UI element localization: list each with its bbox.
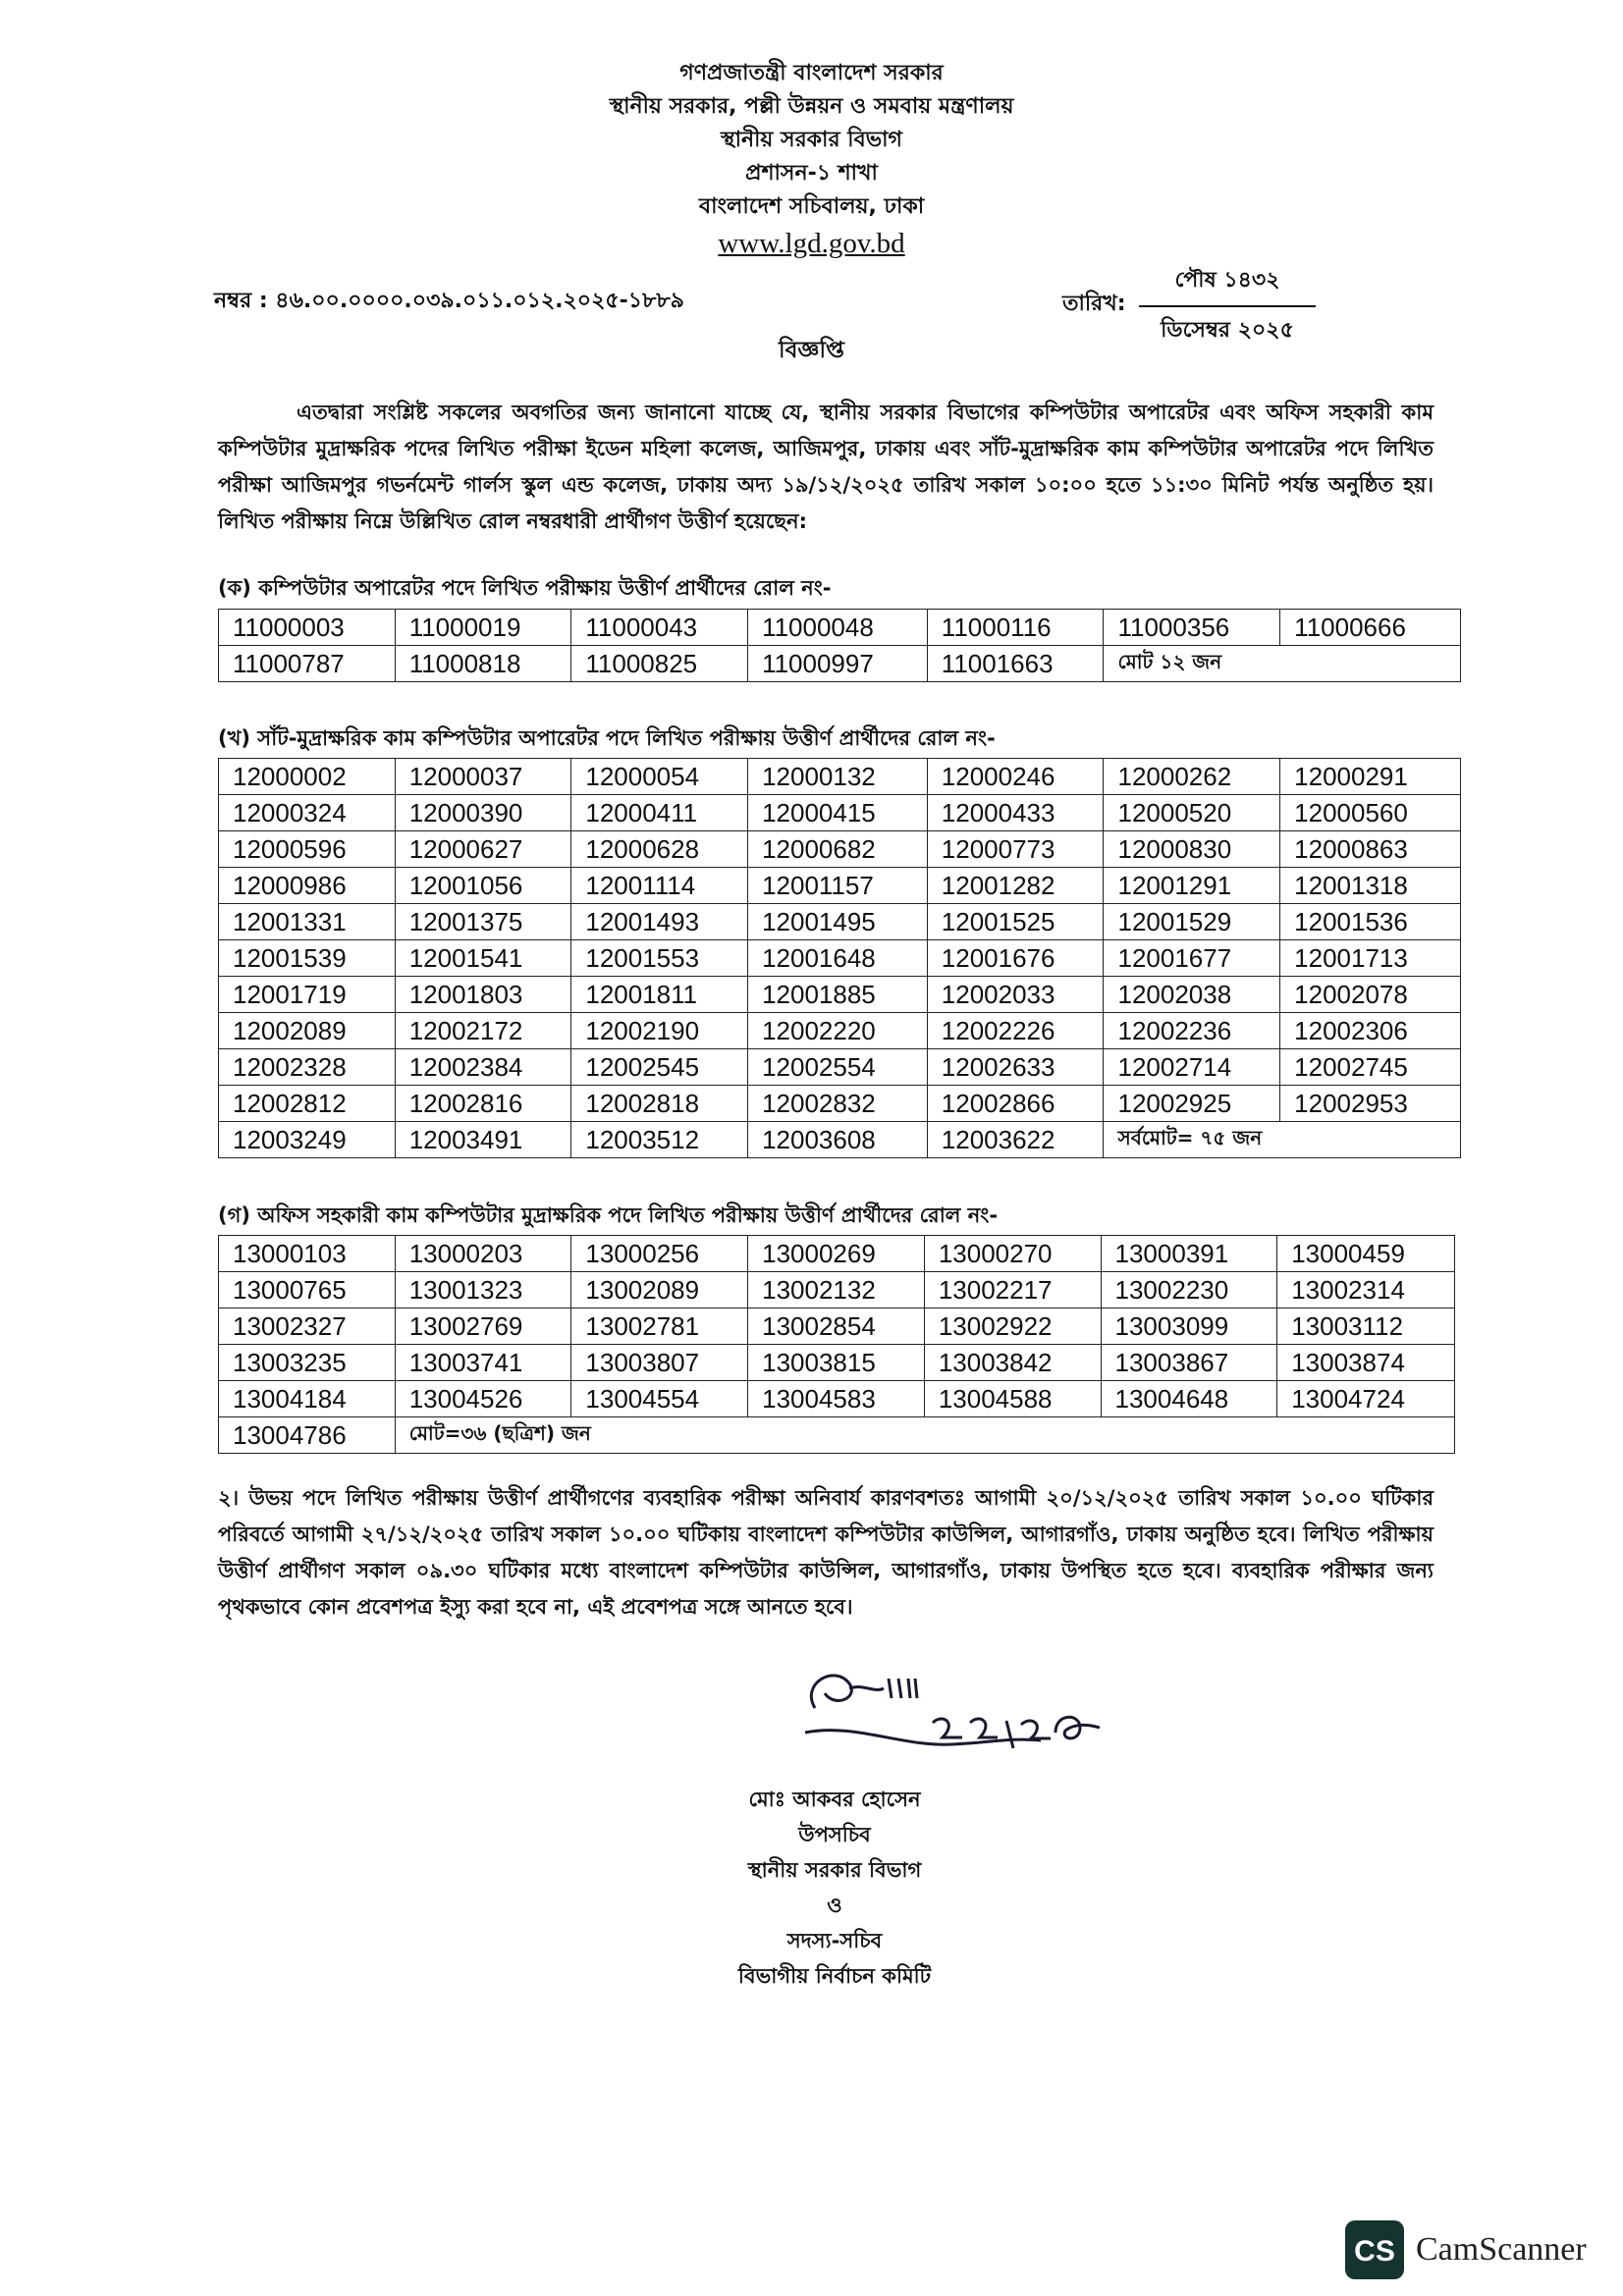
table-row	[219, 1236, 1455, 1272]
roll-table-computer-operator	[218, 609, 1461, 682]
date-english: ডিসেম্বর ২০২৫	[1161, 318, 1294, 343]
roll-number-cell: 12001318	[1280, 868, 1461, 904]
roll-number-cell: 13004554	[571, 1381, 748, 1417]
roll-number-cell: 12001539	[219, 940, 396, 977]
roll-number-cell: 11000003	[219, 610, 396, 646]
table-row	[219, 610, 1461, 646]
roll-number-cell: 13004786	[219, 1417, 396, 1454]
roll-number-cell: 12002190	[571, 1013, 748, 1049]
table-row	[219, 759, 1461, 795]
roll-number-cell: 12001648	[748, 940, 928, 977]
roll-number-cell: 12002226	[927, 1013, 1104, 1049]
roll-number-cell: 12000132	[748, 759, 928, 795]
roll-number-cell: 13003842	[924, 1345, 1101, 1381]
roll-number-cell: 13004588	[924, 1381, 1101, 1417]
roll-number-cell: 12000037	[395, 759, 571, 795]
roll-number-cell: 11000825	[571, 646, 748, 682]
website-link[interactable]: www.lgd.gov.bd	[718, 228, 905, 259]
roll-number-cell: 12000628	[571, 831, 748, 868]
roll-number-cell: 12000520	[1104, 795, 1280, 831]
roll-number-cell: 13000270	[924, 1236, 1101, 1272]
notice-title: বিজ্ঞপ্তি	[779, 338, 844, 363]
table-row	[219, 1308, 1455, 1345]
roll-number-cell: 12002172	[395, 1013, 571, 1049]
table-row	[219, 1345, 1455, 1381]
roll-number-cell: 13002132	[748, 1272, 925, 1308]
roll-number-cell: 12001676	[927, 940, 1104, 977]
roll-number-cell: 12001056	[395, 868, 571, 904]
roll-number-cell: 13003099	[1101, 1308, 1277, 1345]
letterhead-government: গণপ্রজাতন্ত্রী বাংলাদেশ সরকার	[679, 61, 944, 85]
roll-number-cell: 12000415	[748, 795, 928, 831]
roll-number-cell: 12001157	[748, 868, 928, 904]
roll-number-cell: 12000773	[927, 831, 1104, 868]
roll-number-cell: 12002038	[1104, 977, 1280, 1013]
intro-paragraph: এতদ্বারা সংশ্লিষ্ট সকলের অবগতির জন্য জানানো যাচ্ছে যে, স্থানীয় সরকার বিভাগের কম্পিউটার অপারেটর এবং অফিস সহকারী কাম কম্পিউটার মুদ্রাক্ষরিক পদের লিখিত পরীক্ষা ইডেন মহিলা কলেজ, আজিমপুর, ঢাকায় এবং সাঁট-মুদ্রাক্ষরিক কাম কম্পিউটার অপারেটর পদে লিখিত পরীক্ষা আজিমপুর গভর্নমেন্ট গার্লস স্কুল এন্ড কলেজ, ঢাকায় অদ্য ১৯/১২/২০২৫ তারিখ সকাল ১০:০০ হতে ১১:৩০ মিনিট পর্যন্ত অনুষ্ঠিত হয়। লিখিত পরীক্ষায় নিম্নে উল্লিখিত রোল নম্বরধারী প্রার্থীগণ উত্তীর্ণ হয়েছেন:	[218, 400, 1434, 533]
roll-number-cell: 12000262	[1104, 759, 1280, 795]
roll-number-cell: 12002816	[395, 1086, 571, 1122]
roll-number-cell: 12002328	[219, 1049, 396, 1086]
roll-number-cell: 12001553	[571, 940, 748, 977]
roll-number-cell: 12003622	[927, 1122, 1104, 1158]
roll-number-cell: 12000830	[1104, 831, 1280, 868]
roll-number-cell: 12000986	[219, 868, 396, 904]
roll-number-cell: 12001885	[748, 977, 928, 1013]
roll-number-cell: 12001536	[1280, 904, 1461, 940]
roll-number-cell: 12003608	[748, 1122, 928, 1158]
roll-number-cell: 12002554	[748, 1049, 928, 1086]
table-row	[219, 1381, 1455, 1417]
roll-number-cell: 12002545	[571, 1049, 748, 1086]
roll-number-cell: 12001803	[395, 977, 571, 1013]
roll-number-cell: 12000596	[219, 831, 396, 868]
roll-number-cell: 13002327	[219, 1308, 396, 1345]
signer-designation: উপসচিব	[798, 1823, 871, 1846]
roll-number-cell: 12002089	[219, 1013, 396, 1049]
roll-number-cell: 13000103	[219, 1236, 396, 1272]
roll-number-cell: 11000043	[571, 610, 748, 646]
roll-number-cell: 12003512	[571, 1122, 748, 1158]
letterhead-ministry: স্থানীয় সরকার, পল্লী উন্নয়ন ও সমবায় মন্ত্রণালয়	[609, 94, 1014, 119]
table-row	[219, 1013, 1461, 1049]
roll-number-cell: 12001811	[571, 977, 748, 1013]
section-ka-heading: (ক) কম্পিউটার অপারেটর পদে লিখিত পরীক্ষায় উত্তীর্ণ প্রার্থীদের রোল নং-	[218, 576, 832, 600]
roll-number-cell: 12002866	[927, 1086, 1104, 1122]
table-row	[219, 1272, 1455, 1308]
roll-number-cell: 12001677	[1104, 940, 1280, 977]
roll-table-stenographer	[218, 758, 1461, 1158]
camscanner-logo-icon	[1345, 2220, 1404, 2279]
roll-number-cell: 12000411	[571, 795, 748, 831]
memo-number: নম্বর : ৪৬.০০.০০০০.০৩৯.০১১.০১২.২০২৫-১৮৮৯	[214, 289, 684, 313]
table-row	[219, 1417, 1455, 1454]
table-row	[219, 977, 1461, 1013]
roll-number-cell: 12002220	[748, 1013, 928, 1049]
signer-conjunction: ও	[827, 1894, 842, 1917]
roll-number-cell: 13003815	[748, 1345, 925, 1381]
camscanner-watermark	[1345, 2220, 1587, 2279]
date-label: তারিখ:	[1062, 292, 1126, 316]
roll-number-cell: 12001713	[1280, 940, 1461, 977]
table-row	[219, 646, 1461, 682]
roll-number-cell: 12001375	[395, 904, 571, 940]
table-row	[219, 1086, 1461, 1122]
roll-number-cell: 12001541	[395, 940, 571, 977]
roll-number-cell: 12002236	[1104, 1013, 1280, 1049]
camscanner-brand: CamScanner	[1416, 2231, 1587, 2268]
roll-number-cell: 12002033	[927, 977, 1104, 1013]
roll-number-cell: 12001719	[219, 977, 396, 1013]
letterhead-address: বাংলাদেশ সচিবালয়, ঢাকা	[698, 194, 925, 219]
roll-number-cell: 12002953	[1280, 1086, 1461, 1122]
roll-number-cell: 12000390	[395, 795, 571, 831]
roll-number-cell: 12001282	[927, 868, 1104, 904]
table-row	[219, 1049, 1461, 1086]
roll-table-office-assistant	[218, 1235, 1455, 1454]
roll-number-cell: 11000997	[748, 646, 928, 682]
roll-number-cell: 12002078	[1280, 977, 1461, 1013]
roll-number-cell: 13002314	[1277, 1272, 1455, 1308]
signature-image	[795, 1654, 1227, 1791]
roll-number-cell: 13000459	[1277, 1236, 1455, 1272]
roll-number-cell: 12002384	[395, 1049, 571, 1086]
roll-number-cell: 13000203	[395, 1236, 571, 1272]
section-ga-heading: (গ) অফিস সহকারী কাম কম্পিউটার মুদ্রাক্ষরিক পদে লিখিত পরীক্ষায় উত্তীর্ণ প্রার্থীদের রোল নং-	[218, 1203, 999, 1227]
roll-number-cell: 13002854	[748, 1308, 925, 1345]
roll-number-cell: 12003249	[219, 1122, 396, 1158]
roll-number-cell: 13003741	[395, 1345, 571, 1381]
roll-number-cell: 12000291	[1280, 759, 1461, 795]
roll-number-cell: 13004184	[219, 1381, 396, 1417]
roll-number-cell: 12003491	[395, 1122, 571, 1158]
roll-number-cell: 12001493	[571, 904, 748, 940]
roll-number-cell: 12000002	[219, 759, 396, 795]
roll-number-cell: 13000256	[571, 1236, 748, 1272]
letterhead	[0, 57, 1623, 263]
total-count-cell: মোট ১২ জন	[1104, 646, 1461, 682]
roll-number-cell: 11000356	[1104, 610, 1280, 646]
roll-number-cell: 13002230	[1101, 1272, 1277, 1308]
roll-number-cell: 12002745	[1280, 1049, 1461, 1086]
roll-number-cell: 12000627	[395, 831, 571, 868]
roll-number-cell: 12002818	[571, 1086, 748, 1122]
roll-number-cell: 12002812	[219, 1086, 396, 1122]
roll-number-cell: 12000246	[927, 759, 1104, 795]
roll-number-cell: 11000666	[1280, 610, 1461, 646]
roll-number-cell: 11000019	[395, 610, 571, 646]
table-row	[219, 831, 1461, 868]
roll-number-cell: 12002306	[1280, 1013, 1461, 1049]
roll-number-cell: 12002714	[1104, 1049, 1280, 1086]
roll-number-cell: 12000560	[1280, 795, 1461, 831]
roll-number-cell: 11000787	[219, 646, 396, 682]
roll-number-cell: 13004724	[1277, 1381, 1455, 1417]
signer-block	[668, 1782, 1001, 1994]
roll-number-cell: 12000863	[1280, 831, 1461, 868]
table-row	[219, 1122, 1461, 1158]
signer-committee: বিভাগীয় নির্বাচন কমিটি	[737, 1964, 932, 1988]
roll-number-cell: 11000048	[748, 610, 928, 646]
roll-number-cell: 13003867	[1101, 1345, 1277, 1381]
roll-number-cell: 12000433	[927, 795, 1104, 831]
letterhead-division: স্থানীয় সরকার বিভাগ	[721, 128, 902, 152]
practical-exam-paragraph: ২। উভয় পদে লিখিত পরীক্ষায় উত্তীর্ণ প্রার্থীগণের ব্যবহারিক পরীক্ষা অনিবার্য কারণবশতঃ আগামী ২০/১২/২০২৫ তারিখ সকাল ১০.০০ ঘটিকার পরিবর্তে আগামী ২৭/১২/২০২৫ তারিখ সকাল ১০.০০ ঘটিকায় বাংলাদেশ কম্পিউটার কাউন্সিল, আগারগাঁও, ঢাকায় অনুষ্ঠিত হবে। লিখিত পরীক্ষায় উত্তীর্ণ প্রার্থীগণ সকাল ০৯.৩০ ঘটিকার মধ্যে বাংলাদেশ কম্পিউটার কাউন্সিল, আগারগাঁও, ঢাকায় উপস্থিত হতে হবে। ব্যবহারিক পরীক্ষার জন্য পৃথকভাবে কোন প্রবেশপত্র ইস্যু করা হবে না, এই প্রবেশপত্র সঙ্গে আনতে হবে।	[218, 1486, 1434, 1619]
svg-text:CS: CS	[1354, 2235, 1395, 2268]
roll-number-cell: 13004526	[395, 1381, 571, 1417]
roll-number-cell: 13003235	[219, 1345, 396, 1381]
total-count-cell: সর্বমোট= ৭৫ জন	[1104, 1122, 1461, 1158]
roll-number-cell: 12001529	[1104, 904, 1280, 940]
total-count-cell: মোট=৩৬ (ছত্রিশ) জন	[395, 1417, 1454, 1454]
roll-number-cell: 12001331	[219, 904, 396, 940]
signer-name: মোঃ আকবর হোসেন	[748, 1788, 921, 1811]
table-row	[219, 904, 1461, 940]
roll-number-cell: 11000116	[927, 610, 1104, 646]
roll-number-cell: 12000682	[748, 831, 928, 868]
roll-number-cell: 12002832	[748, 1086, 928, 1122]
date-bangla: পৌষ ১৪৩২	[1139, 263, 1316, 307]
roll-number-cell: 13002781	[571, 1308, 748, 1345]
roll-number-cell: 13003807	[571, 1345, 748, 1381]
signer-division: স্থানীয় সরকার বিভাগ	[747, 1858, 922, 1882]
section-kha-heading: (খ) সাঁট-মুদ্রাক্ষরিক কাম কম্পিউটার অপারেটর পদে লিখিত পরীক্ষায় উত্তীর্ণ প্রার্থীদের রোল নং-	[218, 726, 996, 750]
roll-number-cell: 12001114	[571, 868, 748, 904]
roll-number-cell: 12001525	[927, 904, 1104, 940]
roll-number-cell: 12002633	[927, 1049, 1104, 1086]
roll-number-cell: 13002217	[924, 1272, 1101, 1308]
roll-number-cell: 12001291	[1104, 868, 1280, 904]
roll-number-cell: 13002089	[571, 1272, 748, 1308]
roll-number-cell: 13004583	[748, 1381, 925, 1417]
roll-number-cell: 13002922	[924, 1308, 1101, 1345]
roll-number-cell: 13004648	[1101, 1381, 1277, 1417]
letterhead-branch: প্রশাসন-১ শাখা	[745, 161, 878, 186]
roll-number-cell: 11001663	[927, 646, 1104, 682]
roll-number-cell: 13002769	[395, 1308, 571, 1345]
roll-number-cell: 12001495	[748, 904, 928, 940]
table-row	[219, 940, 1461, 977]
roll-number-cell: 13000765	[219, 1272, 396, 1308]
roll-number-cell: 13000391	[1101, 1236, 1277, 1272]
signer-role: সদস্য-সচিব	[786, 1929, 883, 1952]
roll-number-cell: 13003112	[1277, 1308, 1455, 1345]
roll-number-cell: 13001323	[395, 1272, 571, 1308]
roll-number-cell: 13000269	[748, 1236, 925, 1272]
roll-number-cell: 12002925	[1104, 1086, 1280, 1122]
roll-number-cell: 12000324	[219, 795, 396, 831]
roll-number-cell: 13003874	[1277, 1345, 1455, 1381]
table-row	[219, 868, 1461, 904]
roll-number-cell: 11000818	[395, 646, 571, 682]
table-row	[219, 795, 1461, 831]
roll-number-cell: 12000054	[571, 759, 748, 795]
